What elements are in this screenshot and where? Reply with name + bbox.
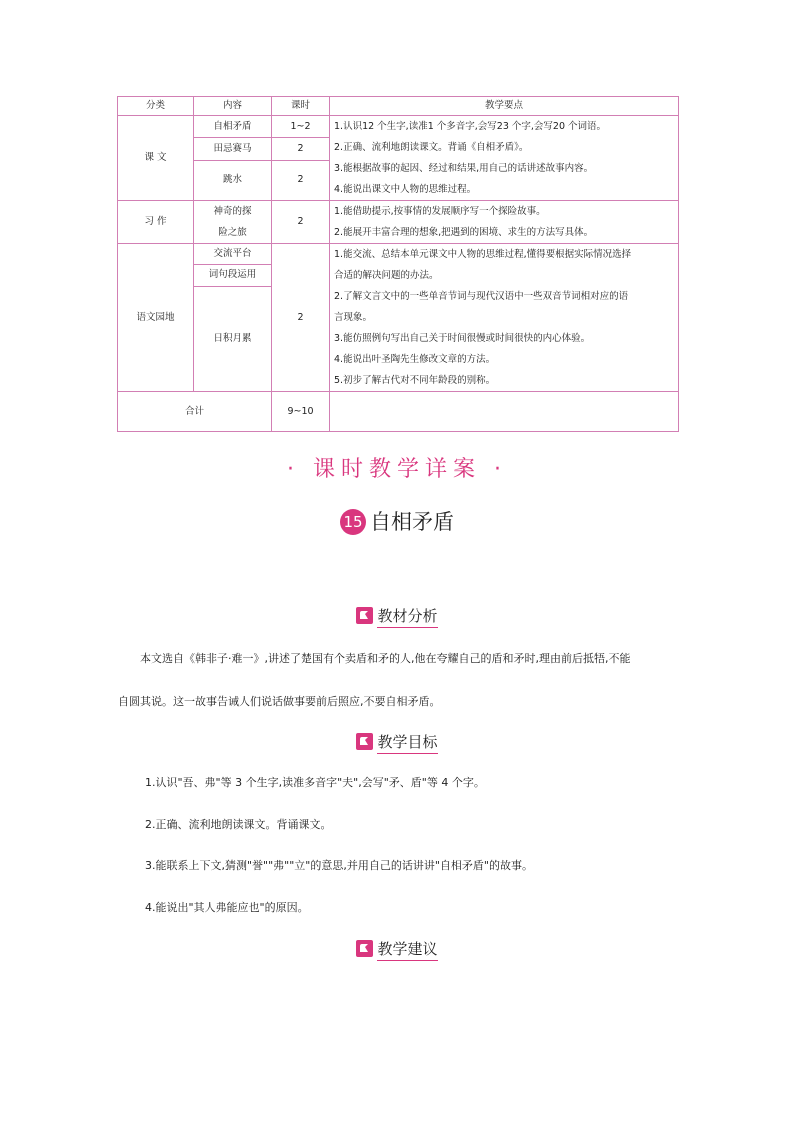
unit-plan-table	[117, 96, 679, 432]
content-cell: 跳水	[194, 160, 272, 200]
point-line: 1.能借助提示,按事情的发展顺序写一个探险故事。	[334, 206, 546, 217]
category-kewen: 课 文	[118, 116, 194, 201]
header-category: 分类	[118, 97, 194, 116]
header-content: 内容	[194, 97, 272, 116]
content-cell: 词句段运用	[194, 265, 272, 286]
goal-item: 4.能说出"其人弗能应也"的原因。	[145, 901, 309, 914]
goal-item: 3.能联系上下文,猜测"誉""弗""立"的意思,并用自己的话讲讲"自相矛盾"的故事。	[145, 859, 533, 872]
point-line: 合适的解决问题的办法。	[334, 270, 439, 281]
total-label: 合计	[118, 392, 272, 432]
table-row	[118, 116, 679, 138]
section-title: 教材分析	[377, 607, 437, 628]
section-heading-suggestions	[0, 938, 794, 959]
table-row	[118, 244, 679, 265]
header-points: 教学要点	[330, 97, 679, 116]
content-cell: 日积月累	[194, 286, 272, 391]
hours-cell: 1~2	[272, 116, 330, 138]
points-kewen	[330, 116, 679, 201]
point-line: 4.能说出课文中人物的思维过程。	[334, 184, 477, 195]
lesson-title-text: 自相矛盾	[370, 510, 454, 534]
total-empty	[330, 392, 679, 432]
point-line: 5.初步了解古代对不同年龄段的别称。	[334, 375, 496, 386]
point-line: 4.能说出叶圣陶先生修改文章的方法。	[334, 354, 496, 365]
analysis-text-line: 本文选自《韩非子·难一》,讲述了楚国有个卖盾和矛的人,他在夸耀自己的盾和矛时,理由前后抵牾,不能	[140, 652, 631, 665]
lesson-number-badge: 15	[340, 509, 366, 535]
table-row	[118, 201, 679, 244]
header-hours: 课时	[272, 97, 330, 116]
goal-item: 1.认识"吾、弗"等 3 个生字,读准多音字"夫",会写"矛、盾"等 4 个字。	[145, 776, 485, 789]
category-xizuo: 习 作	[118, 201, 194, 244]
bookmark-icon	[356, 940, 373, 957]
hours-cell: 2	[272, 244, 330, 392]
table-header-row	[118, 97, 679, 116]
content-cell: 自相矛盾	[194, 116, 272, 138]
content-line: 险之旅	[218, 227, 247, 238]
category-yuanwen: 语文园地	[118, 244, 194, 392]
table-total-row	[118, 392, 679, 432]
content-cell	[194, 201, 272, 244]
point-line: 言现象。	[334, 312, 373, 323]
point-line: 3.能仿照例句写出自己关于时间很慢或时间很快的内心体验。	[334, 333, 591, 344]
bookmark-icon	[356, 607, 373, 624]
lesson-title	[0, 506, 794, 536]
section-heading-analysis	[0, 605, 794, 626]
content-cell: 田忌赛马	[194, 138, 272, 160]
point-line: 1.能交流、总结本单元课文中人物的思维过程,懂得要根据实际情况选择	[334, 249, 632, 260]
content-cell: 交流平台	[194, 244, 272, 265]
points-yuanwen	[330, 244, 679, 392]
point-line: 3.能根据故事的起因、经过和结果,用自己的话讲述故事内容。	[334, 163, 594, 174]
hours-cell: 2	[272, 138, 330, 160]
section-banner: · 课时教学详案 ·	[287, 457, 507, 482]
analysis-text-line: 自圆其说。这一故事告诫人们说话做事要前后照应,不要自相矛盾。	[118, 695, 441, 708]
section-heading-goals	[0, 731, 794, 752]
bookmark-icon	[356, 733, 373, 750]
goal-item: 2.正确、流利地朗读课文。背诵课文。	[145, 818, 332, 831]
total-hours: 9~10	[272, 392, 330, 432]
section-title: 教学目标	[377, 733, 437, 754]
point-line: 1.认识12 个生字,读准1 个多音字,会写23 个字,会写20 个词语。	[334, 121, 607, 132]
content-line: 神奇的探	[213, 206, 252, 217]
point-line: 2.正确、流利地朗读课文。背诵《自相矛盾》。	[334, 142, 529, 153]
hours-cell: 2	[272, 201, 330, 244]
points-xizuo	[330, 201, 679, 244]
section-title: 教学建议	[377, 940, 437, 961]
point-line: 2.了解文言文中的一些单音节词与现代汉语中一些双音节词相对应的语	[334, 291, 629, 302]
point-line: 2.能展开丰富合理的想象,把遇到的困境、求生的方法写具体。	[334, 227, 594, 238]
hours-cell: 2	[272, 160, 330, 200]
